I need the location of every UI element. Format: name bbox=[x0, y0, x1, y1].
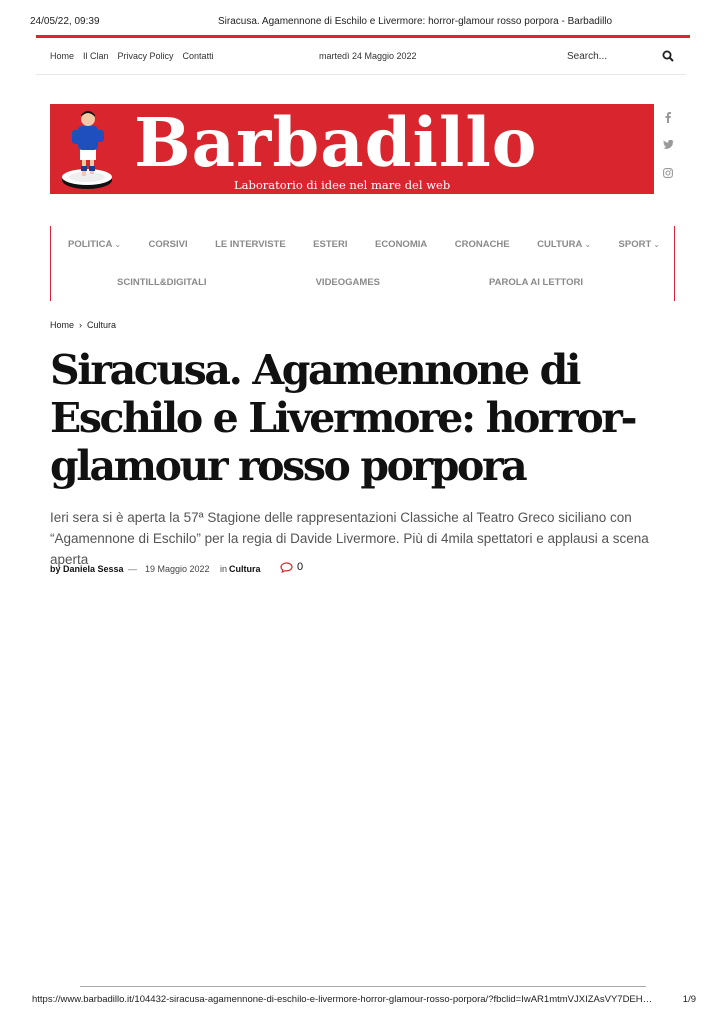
print-datetime: 24/05/22, 09:39 bbox=[30, 16, 100, 27]
nav-item-label: CORSIVI bbox=[148, 239, 188, 250]
breadcrumb-cultura[interactable]: Cultura bbox=[87, 320, 117, 330]
article-subtitle-line: Ieri sera si è aperta la 57ª Stagione delle rappresentazioni Classiche al Teatro Greco siciliano con bbox=[50, 510, 632, 525]
article-title bbox=[50, 346, 690, 490]
facebook-icon[interactable] bbox=[660, 112, 676, 126]
breadcrumb-separator-icon: › bbox=[79, 320, 83, 330]
chevron-down-icon: ⌄ bbox=[114, 240, 122, 249]
nav-item-label: PAROLA AI LETTORI bbox=[489, 277, 583, 288]
print-footer-divider bbox=[80, 986, 646, 987]
site-logo-text: Barbadillo bbox=[134, 104, 538, 182]
nav-item-sport[interactable] bbox=[619, 239, 660, 250]
nav-item-cronache[interactable] bbox=[455, 239, 510, 250]
top-link-contatti[interactable]: Contatti bbox=[182, 51, 214, 61]
site-tagline: Laboratorio di idee nel mare del web bbox=[234, 178, 451, 192]
nav-item-le-interviste[interactable] bbox=[215, 239, 286, 250]
top-link-il-clan[interactable]: Il Clan bbox=[83, 51, 109, 61]
main-nav-row-1 bbox=[68, 239, 660, 250]
top-bar bbox=[50, 48, 686, 64]
article-author[interactable]: by Daniela Sessa bbox=[50, 564, 124, 574]
article-title-line: Eschilo e Livermore: horror- bbox=[50, 394, 636, 442]
breadcrumb-home[interactable]: Home bbox=[50, 320, 75, 330]
top-accent-line bbox=[36, 35, 690, 38]
site-logo-banner[interactable] bbox=[50, 104, 654, 194]
twitter-icon[interactable] bbox=[660, 140, 676, 154]
nav-item-label: ESTERI bbox=[313, 239, 348, 250]
article-title-line: glamour rosso porpora bbox=[50, 442, 526, 490]
comment-icon bbox=[280, 562, 293, 573]
search-input[interactable] bbox=[567, 48, 647, 64]
nav-item-label: POLITICA bbox=[68, 239, 113, 250]
chevron-down-icon: ⌄ bbox=[653, 240, 660, 249]
article-date: 19 Maggio 2022 bbox=[145, 564, 210, 574]
nav-item-label: SCINTILL&DIGITALI bbox=[117, 277, 207, 288]
search-icon[interactable] bbox=[662, 50, 674, 62]
top-bar-divider bbox=[36, 74, 686, 75]
nav-item-label: CRONACHE bbox=[454, 239, 510, 250]
article-subtitle-line: “Agamennone di Eschilo” per la regia di Davide Livermore. Più di 4mila spettatori e applausi a scena aperta bbox=[50, 531, 649, 567]
nav-item-label: SPORT bbox=[618, 239, 652, 250]
category-prefix: in bbox=[220, 564, 228, 574]
comment-count: 0 bbox=[297, 561, 304, 573]
nav-item-economia[interactable] bbox=[375, 239, 427, 250]
print-page-number: 1/9 bbox=[682, 994, 696, 1005]
nav-item-cultura[interactable] bbox=[537, 239, 591, 250]
meta-separator: — bbox=[128, 564, 137, 574]
comments-link[interactable] bbox=[280, 561, 303, 573]
top-link-privacy-policy[interactable]: Privacy Policy bbox=[117, 51, 174, 61]
nav-item-label: CULTURA bbox=[537, 239, 583, 250]
article-category-link[interactable]: Cultura bbox=[229, 564, 261, 574]
search-box bbox=[567, 48, 686, 64]
nav-item-esteri[interactable] bbox=[313, 239, 347, 250]
nav-item-label: VIDEOGAMES bbox=[315, 277, 380, 288]
nav-item-politica[interactable] bbox=[68, 239, 121, 250]
breadcrumb bbox=[50, 320, 116, 330]
chevron-down-icon: ⌄ bbox=[584, 240, 592, 249]
print-url: https://www.barbadillo.it/104432-siracusa-agamennone-di-eschilo-e-livermore-horror-glamour-rosso-porpora/?fbclid=IwAR1mtmVJXIZAsVY7DEH… bbox=[32, 994, 653, 1005]
print-page-title: Siracusa. Agamennone di Eschilo e Livermore: horror-glamour rosso porpora - Barbadillo bbox=[218, 16, 613, 27]
nav-item-parola-ai-lettori[interactable] bbox=[489, 277, 583, 288]
top-links bbox=[50, 51, 214, 61]
subbuteo-player-logo bbox=[60, 108, 120, 192]
nav-item-label: ECONOMIA bbox=[374, 239, 428, 250]
main-navigation bbox=[50, 226, 675, 301]
instagram-icon[interactable] bbox=[660, 168, 676, 182]
article-title-line: Siracusa. Agamennone di bbox=[50, 346, 580, 394]
top-link-home[interactable]: Home bbox=[50, 51, 75, 61]
current-date: martedì 24 Maggio 2022 bbox=[319, 51, 417, 61]
nav-item-videogames[interactable] bbox=[316, 277, 380, 288]
article-subtitle bbox=[50, 507, 690, 570]
nav-item-corsivi[interactable] bbox=[149, 239, 188, 250]
nav-item-scintill-digitali[interactable] bbox=[117, 277, 207, 288]
main-nav-row-2 bbox=[117, 277, 583, 288]
social-links bbox=[660, 112, 676, 196]
nav-item-label: LE INTERVISTE bbox=[215, 239, 286, 250]
